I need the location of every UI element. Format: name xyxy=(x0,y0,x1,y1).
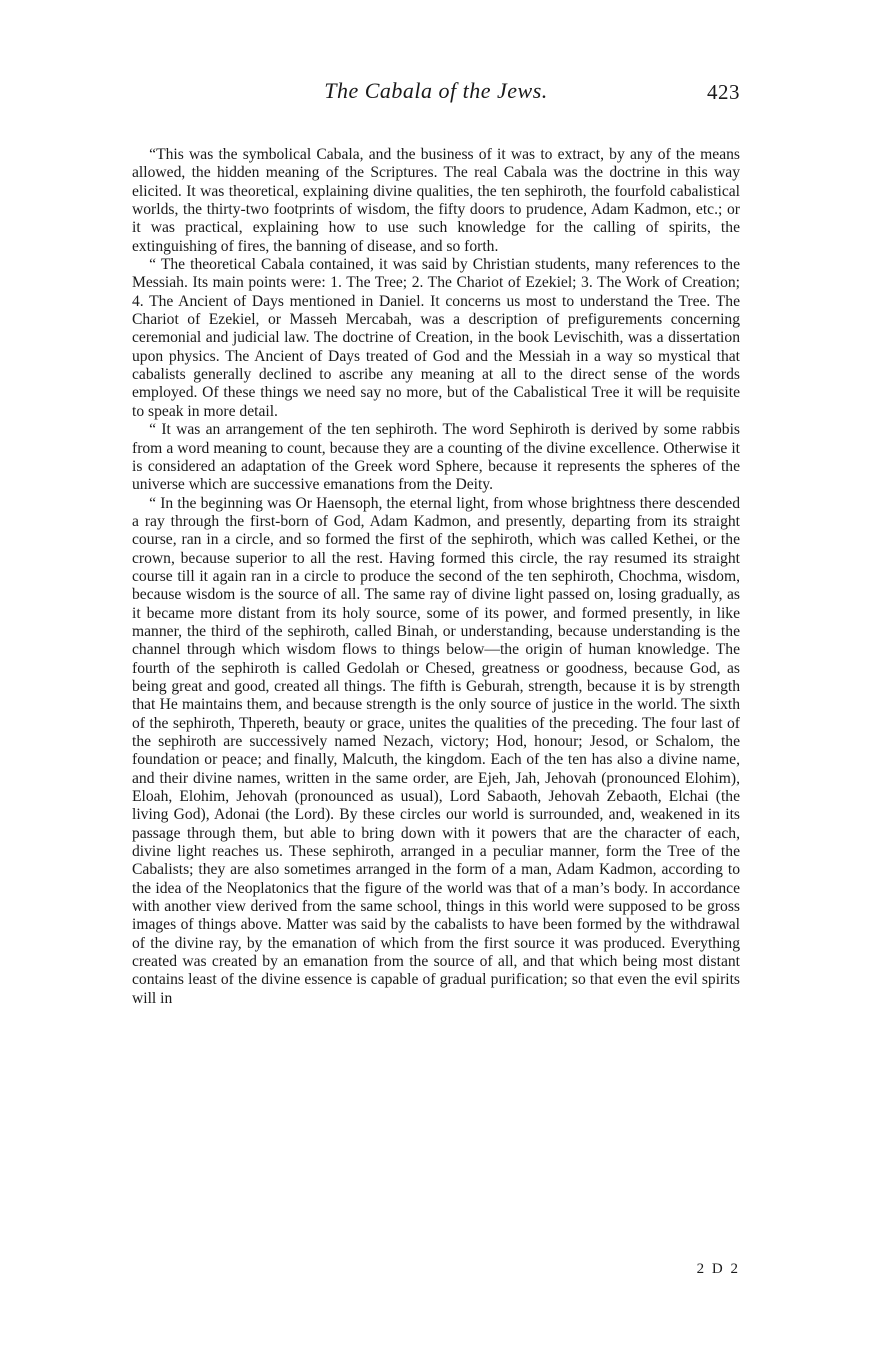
paragraph-4: “ In the beginning was Or Haensoph, the eternal light, from whose brightness there descended a ray through the first-born of God, Adam Kadmon, and presently, departing from its straight course, ran in a circle, and so formed the first of the sephiroth, which was called Kethei, or the crown, because superior to all the rest. Having formed this circle, the ray resumed its straight course till it again ran in a circle to produce the second of the ten sephiroth, Chochma, wisdom, because wisdom is the source of all. The same ray of divine light passed on, losing gradually, as it became more distant from its holy source, some of its power, and formed presently, in like manner, the third of the sephiroth, called Binah, or understanding, because understanding is the channel through which wisdom flows to things below—the origin of human knowledge. The fourth of the sephiroth is called Gedolah or Chesed, greatness or goodness, because God, as being great and good, created all things. The fifth is Geburah, strength, because it is by strength that He maintains them, and because strength is the only source of justice in the world. The sixth of the sephiroth, Thpereth, beauty or grace, unites the qualities of the preceding. The four last of the sephiroth are successively named Nezach, victory; Hod, honour; Jesod, or Schalom, the foundation or peace; and finally, Malcuth, the kingdom. Each of the ten has also a divine name, and their divine names, written in the same order, are Ejeh, Jah, Jehovah (pronounced Elohim), Eloah, Elohim, Jehovah (pronounced as usual), Lord Sabaoth, Jehovah Zebaoth, Elchai (the living God), Adonai (the Lord). By these circles our world is surrounded, and, weakened in its passage through them, but able to bring down with it powers that are the character of each, divine light reaches us. These sephiroth, arranged in a peculiar manner, form the Tree of the Cabalists; they are also sometimes arranged in the form of a man, Adam Kadmon, according to the idea of the Neoplatonics that the figure of the world was that of a man’s body. In accordance with another view derived from the same school, things in this world were supposed to be gross images of things above. Matter was said by the cabalists to have been formed by the withdrawal of the divine ray, by the emanation of which from the first source it was produced. Everything created was created by an emanation from the source of all, and that which being most distant contains least of the divine essence is capable of gradual purification; so that even the evil spirits will in xyxy=(132,494,740,1007)
paragraph-2: “ The theoretical Cabala contained, it was said by Christian students, many references to the Messiah. Its main points were: 1. The Tree; 2. The Chariot of Ezekiel; 3. The Work of Creation; 4. The Ancient of Days mentioned in Daniel. It concerns us most to understand the Tree. The Chariot of Ezekiel, or Masseh Mercabah, was a description of prefigurements concerning ceremonial and judicial law. The doctrine of Creation, in the book Levischith, was a dissertation upon physics. The Ancient of Days treated of God and the Messiah in a way so mystical that cabalists generally declined to ascribe any meaning at all to the direct sense of the words employed. Of these things we need say no more, but of the Cabalistical Tree it will be requisite to speak in more detail. xyxy=(132,256,740,420)
running-title: The Cabala of the Jews. xyxy=(324,78,548,103)
paragraph-1: “This was the symbolical Cabala, and the business of it was to extract, by any of the means allowed, the hidden meaning of the Scriptures. The real Cabala was the doctrine in this way elicited. It was theoretical, explaining divine qualities, the ten sephiroth, the fourfold cabalistical worlds, the thirty-two footprints of wisdom, the fifty doors to prudence, Adam Kadmon, etc.; or it was practical, explaining how to use such knowledge for the calling of spirits, the extinguishing of fires, the banning of disease, and so forth. xyxy=(132,146,740,255)
paragraph-3: “ It was an arrangement of the ten sephiroth. The word Sephiroth is derived by some rabbis from a word meaning to count, because they are a counting of the divine excellence. Otherwise it is considered an adaptation of the Greek word Sphere, because it represents the spheres of the universe which are successive emanations from the Deity. xyxy=(132,421,740,494)
body-text xyxy=(132,146,740,1008)
running-head xyxy=(132,78,740,112)
signature-mark: 2 D 2 xyxy=(696,1261,740,1277)
page-number: 423 xyxy=(707,80,740,104)
